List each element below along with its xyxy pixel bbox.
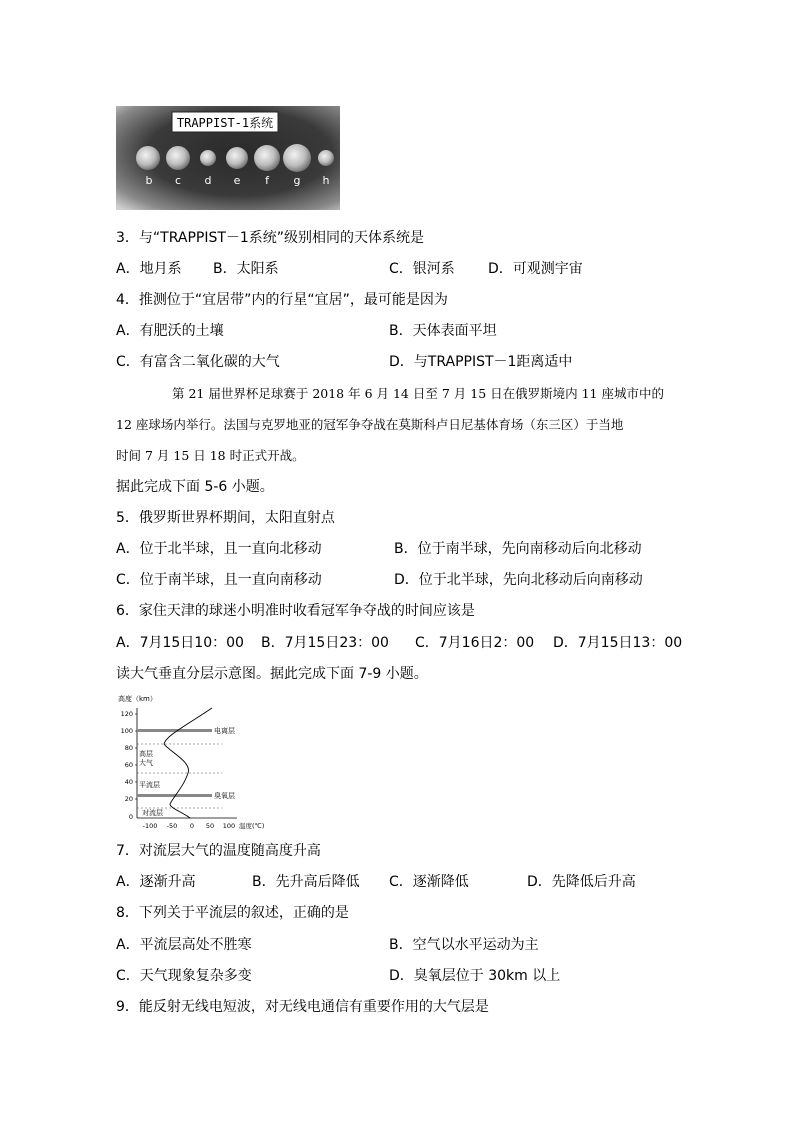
question-7-option-b: B．先升高后降低 <box>252 874 360 890</box>
planet-label-c: c <box>174 174 182 187</box>
figure-title: TRAPPIST-1系统 <box>176 116 274 130</box>
passage-line-1: 第 21 届世界杯足球赛于 2018 年 6 月 14 日至 7 月 15 日在俄罗斯境内 11 座城市中的 <box>172 386 664 401</box>
question-6-option-a: A．7月15日10：00 <box>116 635 244 651</box>
y-ticks <box>121 710 133 821</box>
question-6-option-d: D．7月15日13：00 <box>553 635 683 651</box>
x-tick-neg100: -100 <box>142 822 158 830</box>
question-3-option-c: C．银河系 <box>389 261 455 277</box>
x-tick-neg50: -50 <box>166 822 178 830</box>
planet-label-h: h <box>322 174 330 187</box>
question-4-option-a: A．有肥沃的土壤 <box>116 323 224 339</box>
planet-d <box>200 150 216 166</box>
question-3-option-d: D．可观测宇宙 <box>488 261 583 277</box>
ionosphere-band <box>137 729 212 732</box>
passage-instruction: 据此完成下面 5-6 小题。 <box>116 479 274 495</box>
question-8-option-b: B．空气以水平运动为主 <box>389 937 539 953</box>
y-tick-20: 20 <box>124 795 133 803</box>
question-3-stem: 3．与“TRAPPIST－1系统”级别相同的天体系统是 <box>116 230 425 246</box>
planet-label-b: b <box>145 174 153 187</box>
temperature-curve <box>164 708 212 818</box>
y-tick-120: 120 <box>120 710 133 718</box>
passage-line-3: 时间 7 月 15 日 18 时正式开战。 <box>116 448 305 463</box>
question-5-option-b: B．位于南半球，先向南移动后向北移动 <box>394 541 642 557</box>
question-7-option-a: A．逐渐升高 <box>116 874 196 890</box>
x-tick-100: 100 <box>222 822 236 830</box>
planet-label-d: d <box>204 174 212 187</box>
question-3-option-b: B．太阳系 <box>213 261 279 277</box>
question-8-option-c: C．天气现象复杂多变 <box>116 968 252 984</box>
label-upper-atmosphere-1: 高层 <box>139 750 153 758</box>
question-4-stem: 4．推测位于“宜居带”内的行星“宜居”，最可能是因为 <box>116 292 448 308</box>
question-7-option-d: D．先降低后升高 <box>527 874 636 890</box>
planet-label-e: e <box>233 174 241 187</box>
planet-h <box>318 150 334 166</box>
question-4-option-b: B．天体表面平坦 <box>389 323 497 339</box>
y-tick-60: 60 <box>124 761 133 769</box>
question-4-option-c: C．有富含二氧化碳的大气 <box>116 354 280 370</box>
question-9-stem: 9．能反射无线电短波，对无线电通信有重要作用的大气层是 <box>116 999 489 1015</box>
y-tick-40: 40 <box>124 778 133 786</box>
planet-label-g: g <box>293 174 301 187</box>
planet-e <box>226 147 248 169</box>
label-ozone: 臭氧层 <box>214 792 235 800</box>
question-8-stem: 8．下列关于平流层的叙述，正确的是 <box>116 905 349 921</box>
question-6-stem: 6．家住天津的球迷小明准时收看冠军争夺战的时间应该是 <box>116 603 475 619</box>
question-4-option-d: D．与TRAPPIST－1距离适中 <box>389 354 573 370</box>
question-7-stem: 7．对流层大气的温度随高度升高 <box>116 843 321 859</box>
question-5-option-d: D．位于北半球，先向北移动后向南移动 <box>394 572 643 588</box>
question-8-option-a: A．平流层高处不胜寒 <box>116 937 252 953</box>
trappist-system-figure <box>116 106 340 210</box>
planet-g <box>283 144 311 172</box>
y-axis-label: 高度（km） <box>118 695 157 703</box>
atmosphere-layers-figure <box>112 690 277 822</box>
label-stratosphere: 平流层 <box>139 781 160 789</box>
atmosphere-x-axis-labels <box>112 820 277 832</box>
planet-b <box>136 146 160 170</box>
question-5-option-a: A．位于北半球，且一直向北移动 <box>116 541 322 557</box>
question-6-option-b: B．7月15日23：00 <box>261 635 389 651</box>
y-tick-0: 0 <box>128 813 133 821</box>
x-tick-50: 50 <box>205 822 215 830</box>
x-tick-0: 0 <box>189 822 195 830</box>
question-6-option-c: C．7月16日2：00 <box>415 635 535 651</box>
planet-label-f: f <box>265 174 269 187</box>
label-upper-atmosphere-2: 大气 <box>139 759 153 767</box>
question-5-stem: 5．俄罗斯世界杯期间，太阳直射点 <box>116 510 335 526</box>
label-troposphere: 对流层 <box>142 809 163 817</box>
y-tick-80: 80 <box>124 744 133 752</box>
label-ionosphere: 电离层 <box>214 727 235 735</box>
planet-f <box>254 145 280 171</box>
question-3-option-a: A．地月系 <box>116 261 182 277</box>
question-8-option-d: D．臭氧层位于 30km 以上 <box>389 968 561 984</box>
question-5-option-c: C．位于南半球，且一直向南移动 <box>116 572 322 588</box>
passage-line-2: 12 座球场内举行。法国与克罗地亚的冠军争夺战在莫斯科卢日尼基体育场（东三区）于当地 <box>116 417 624 432</box>
y-tick-100: 100 <box>120 727 133 735</box>
read-figure-instruction: 读大气垂直分层示意图。据此完成下面 7-9 小题。 <box>116 666 428 682</box>
planet-c <box>166 146 190 170</box>
question-7-option-c: C．逐渐降低 <box>389 874 469 890</box>
x-axis-label: 温度(℃) <box>239 822 265 830</box>
